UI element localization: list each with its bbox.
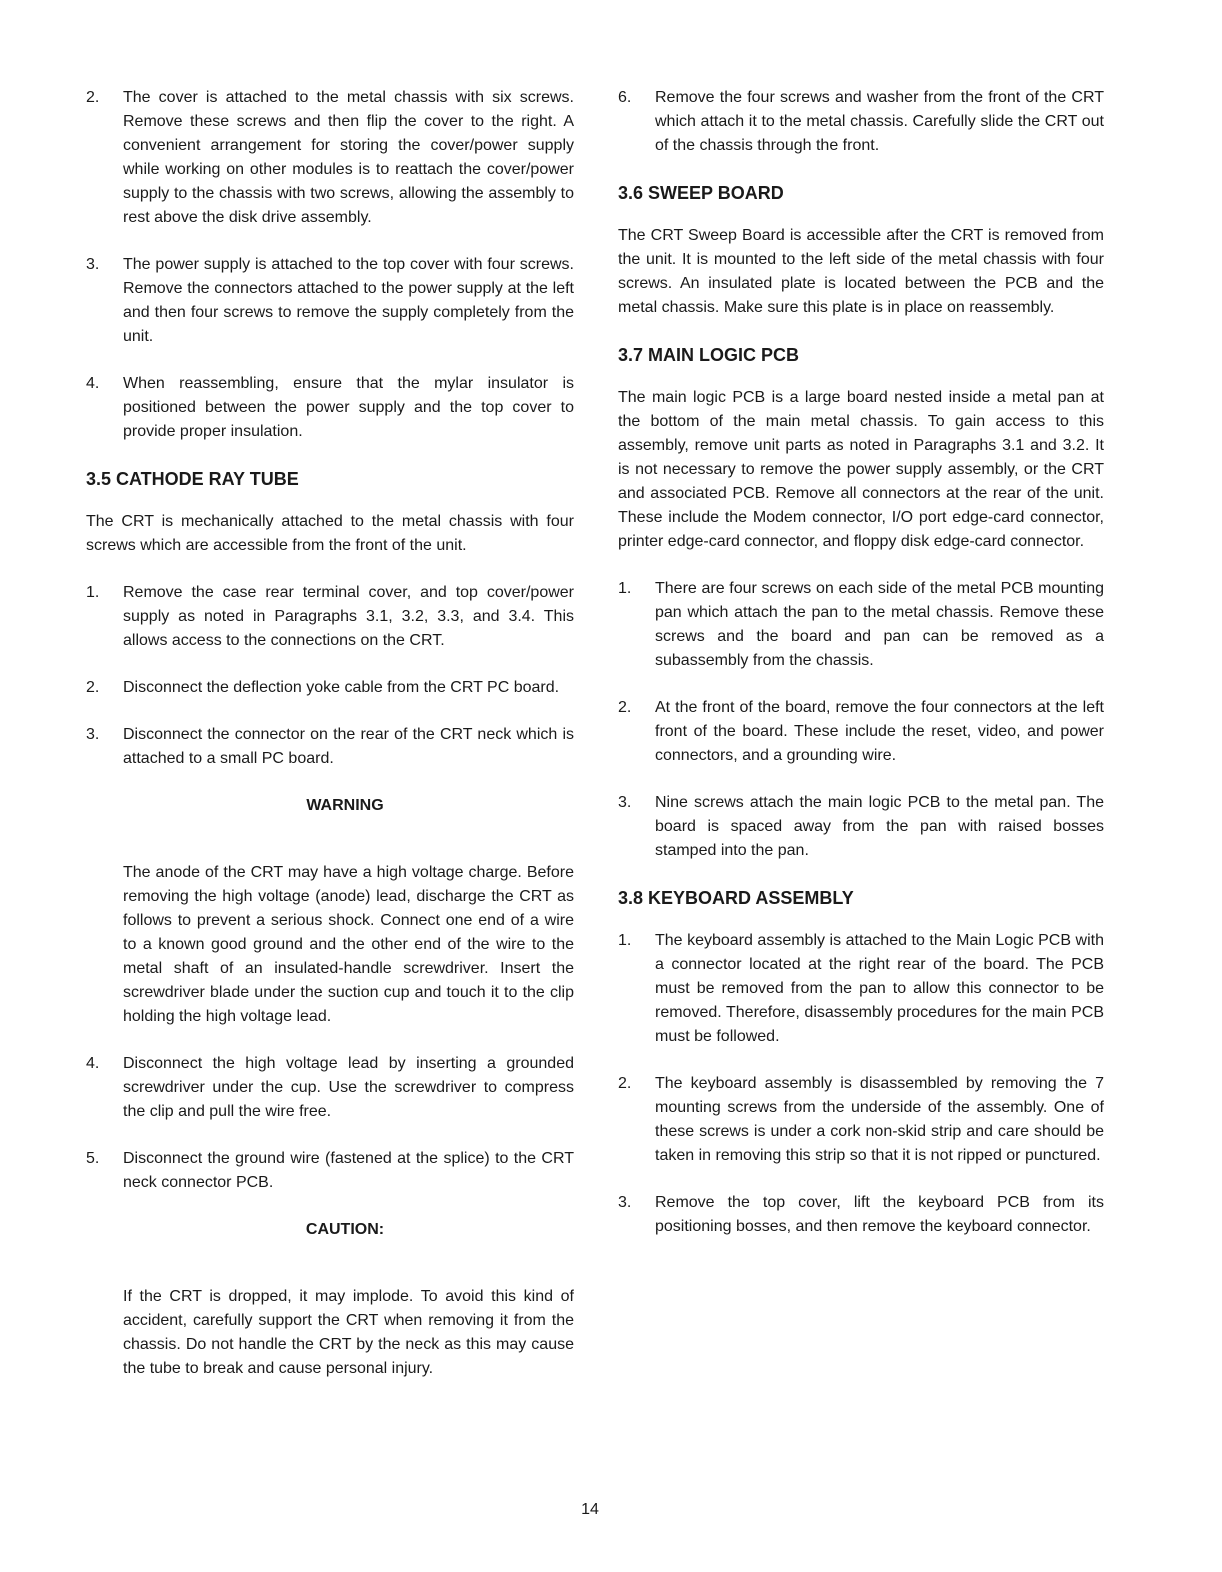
item-number: 1. bbox=[618, 580, 632, 597]
item-text: When reassembling, ensure that the mylar insulator is positioned between the power supply and the top cover to provide proper insulation. bbox=[123, 375, 574, 440]
item-number: 6. bbox=[618, 89, 632, 106]
item-number: 3. bbox=[86, 256, 100, 273]
list-item bbox=[618, 1191, 1104, 1239]
item-number: 2. bbox=[86, 679, 100, 696]
list-item bbox=[618, 1072, 1104, 1168]
item-text: Disconnect the connector on the rear of the CRT neck which is attached to a small PC board. bbox=[123, 726, 574, 767]
item-number: 4. bbox=[86, 1055, 100, 1072]
item-text: The cover is attached to the metal chassis with six screws. Remove these screws and then flip the cover to the right. A convenient arrangement for storing the cover/power supply while working on other modules is to reattach the cover/power supply to the chassis with two screws, allowing the assembly to rest above the disk drive assembly. bbox=[123, 89, 574, 226]
item-text: The keyboard assembly is disassembled by removing the 7 mounting screws from the underside of the assembly. One of these screws is under a cork non-skid strip and care should be taken in removing this strip so that it is not ripped or punctured. bbox=[655, 1075, 1104, 1164]
item-number: 1. bbox=[618, 932, 632, 949]
section-heading-sweep: 3.6 SWEEP BOARD bbox=[618, 183, 784, 203]
list-item bbox=[86, 372, 574, 444]
item-number: 2. bbox=[86, 89, 100, 106]
caution-label: CAUTION: bbox=[305, 1221, 385, 1238]
caution-text: If the CRT is dropped, it may implode. To avoid this kind of accident, carefully support the CRT when removing it from the chassis. Do not handle the CRT by the neck as this may cause the tube to break and cause personal injury. bbox=[123, 1288, 574, 1377]
item-number: 5. bbox=[86, 1150, 100, 1167]
list-item bbox=[86, 253, 574, 349]
item-number: 3. bbox=[86, 726, 100, 743]
list-item bbox=[618, 791, 1104, 863]
item-text: Remove the case rear terminal cover, and top cover/power supply as noted in Paragraphs 3.1, 3.2, 3.3, and 3.4. This allows access to the connections on the CRT. bbox=[123, 584, 574, 649]
list-item bbox=[86, 581, 574, 653]
list-item bbox=[618, 929, 1104, 1049]
list-item bbox=[86, 1052, 574, 1124]
item-text: Remove the four screws and washer from the front of the CRT which attach it to the metal chassis. Carefully slide the CRT out of the chassis through the front. bbox=[655, 89, 1104, 154]
section-heading-keyboard: 3.8 KEYBOARD ASSEMBLY bbox=[618, 888, 854, 908]
list-item bbox=[86, 723, 574, 771]
item-number: 2. bbox=[618, 1075, 632, 1092]
item-text: Disconnect the ground wire (fastened at the splice) to the CRT neck connector PCB. bbox=[123, 1150, 574, 1191]
logic-paragraph: The main logic PCB is a large board nested inside a metal pan at the bottom of the main metal chassis. To gain access to this assembly, remove unit parts as noted in Paragraphs 3.1 and 3.2. It is not necessary to remove the power supply assembly, or the CRT and associated PCB. Remove all connectors at the rear of the unit. These include the Modem connector, I/O port edge-card connector, printer edge-card connector, and floppy disk edge-card connector. bbox=[618, 389, 1104, 550]
list-item bbox=[618, 86, 1104, 158]
item-text: Remove the top cover, lift the keyboard PCB from its positioning bosses, and then remove the keyboard connector. bbox=[655, 1194, 1104, 1235]
page-number: 14 bbox=[581, 1501, 599, 1518]
list-item bbox=[618, 577, 1104, 673]
warning-label: WARNING bbox=[306, 797, 384, 814]
right-column bbox=[618, 86, 1104, 1262]
crt-intro-paragraph: The CRT is mechanically attached to the metal chassis with four screws which are accessible from the front of the unit. bbox=[86, 513, 574, 554]
item-number: 3. bbox=[618, 1194, 632, 1211]
item-text: Disconnect the deflection yoke cable from the CRT PC board. bbox=[123, 679, 560, 696]
item-text: The power supply is attached to the top cover with four screws. Remove the connectors attached to the power supply at the left and then four screws to remove the supply completely from the unit. bbox=[123, 256, 574, 345]
sweep-paragraph: The CRT Sweep Board is accessible after the CRT is removed from the unit. It is mounted to the left side of the metal chassis with four screws. An insulated plate is located between the PCB and the metal chassis. Make sure this plate is in place on reassembly. bbox=[618, 227, 1104, 316]
left-column bbox=[86, 86, 574, 1404]
item-text: The keyboard assembly is attached to the Main Logic PCB with a connector located at the right rear of the board. The PCB must be removed from the pan to allow this connector to be removed. Therefore, disassembly procedures for the main PCB must be followed. bbox=[655, 932, 1104, 1045]
list-item bbox=[618, 696, 1104, 768]
item-number: 1. bbox=[86, 584, 100, 601]
item-text: At the front of the board, remove the four connectors at the left front of the board. These include the reset, video, and power connectors, and a grounding wire. bbox=[655, 699, 1104, 764]
section-heading-logic: 3.7 MAIN LOGIC PCB bbox=[618, 345, 800, 365]
item-text: Disconnect the high voltage lead by inserting a grounded screwdriver under the cup. Use the screwdriver to compress the clip and pull the wire free. bbox=[123, 1055, 574, 1120]
item-text: Nine screws attach the main logic PCB to the metal pan. The board is spaced away from the pan with raised bosses stamped into the pan. bbox=[655, 794, 1104, 859]
section-heading-crt: 3.5 CATHODE RAY TUBE bbox=[86, 469, 299, 489]
item-text: There are four screws on each side of the metal PCB mounting pan which attach the pan to the metal chassis. Remove these screws and the board and pan can be removed as a subassembly from the chassis. bbox=[655, 580, 1104, 669]
item-number: 4. bbox=[86, 375, 100, 392]
item-number: 3. bbox=[618, 794, 632, 811]
item-number: 2. bbox=[618, 699, 632, 716]
list-item bbox=[86, 86, 574, 230]
list-item bbox=[86, 676, 574, 700]
list-item bbox=[86, 1147, 574, 1195]
warning-text: The anode of the CRT may have a high voltage charge. Before removing the high voltage (anode) lead, discharge the CRT as follows to prevent a serious shock. Connect one end of a wire to a known good ground and the other end of the wire to the metal shaft of an insulated-handle screwdriver. Insert the screwdriver blade under the suction cup and touch it to the clip holding the high voltage lead. bbox=[123, 864, 574, 1025]
